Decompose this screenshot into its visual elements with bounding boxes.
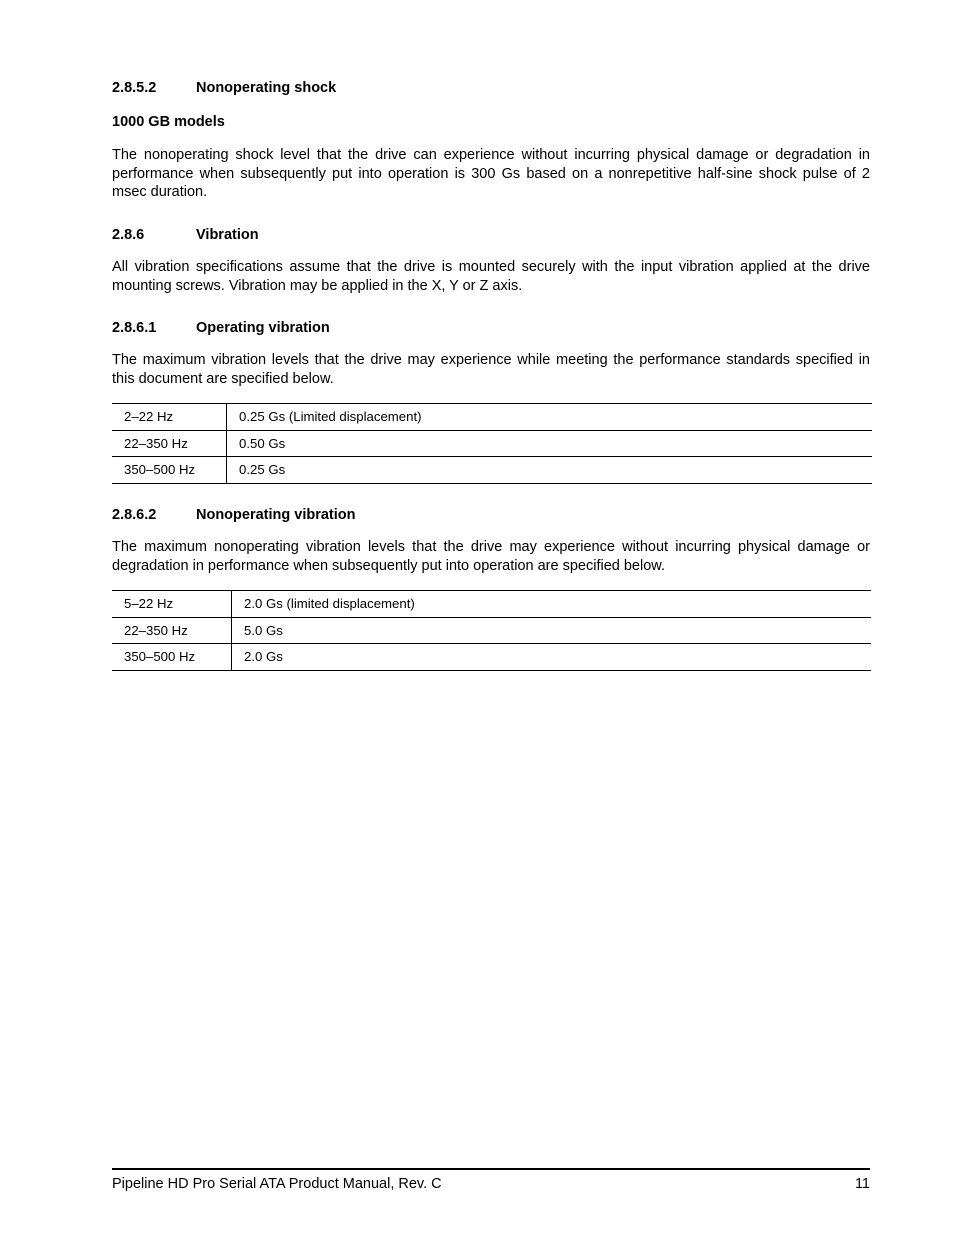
- level-cell: 0.25 Gs (Limited displacement): [227, 404, 873, 431]
- table-row: [112, 591, 871, 618]
- table-row: [112, 617, 871, 644]
- section-number: 2.8.6.1: [112, 320, 157, 336]
- table-row: [112, 644, 871, 671]
- frequency-cell: 22–350 Hz: [112, 430, 227, 457]
- nonoperating-paragraph: The maximum nonoperating vibration levels that the drive may experience without incurring physical damage or degradation in performance when subsequently put into operation are specified below.: [112, 539, 870, 574]
- table-row: [112, 404, 872, 431]
- table-row: [112, 457, 872, 484]
- level-cell: 2.0 Gs (limited displacement): [232, 591, 872, 618]
- section-heading-2-8-6: [112, 227, 259, 243]
- operating-paragraph: The maximum vibration levels that the drive may experience while meeting the performance standards specified in this document are specified below.: [112, 352, 870, 387]
- section-heading-2-8-5-2: [112, 80, 336, 96]
- shock-paragraph: The nonoperating shock level that the drive can experience without incurring physical damage or degradation in performance when subsequently put into operation is 300 Gs based on a nonrepetitive half-sine shock pulse of 2 msec duration.: [112, 147, 870, 201]
- section-title: Nonoperating vibration: [196, 507, 356, 523]
- frequency-cell: 2–22 Hz: [112, 404, 227, 431]
- level-cell: 0.25 Gs: [227, 457, 873, 484]
- section-title: Nonoperating shock: [196, 80, 337, 96]
- level-cell: 2.0 Gs: [232, 644, 872, 671]
- section-number: 2.8.6: [112, 227, 145, 243]
- frequency-cell: 350–500 Hz: [112, 644, 232, 671]
- page-number: 11: [854, 1176, 870, 1192]
- footer-divider: [112, 1168, 870, 1170]
- level-cell: 0.50 Gs: [227, 430, 873, 457]
- section-number: 2.8.6.2: [112, 507, 157, 523]
- operating-vibration-table: [112, 403, 872, 484]
- level-cell: 5.0 Gs: [232, 617, 872, 644]
- vibration-paragraph: All vibration specifications assume that the drive is mounted securely with the input vibration applied at the drive mounting screws. Vibration may be applied in the X, Y or Z axis.: [112, 259, 870, 294]
- table-row: [112, 430, 872, 457]
- section-number: 2.8.5.2: [112, 80, 157, 96]
- frequency-cell: 350–500 Hz: [112, 457, 227, 484]
- models-subheading: 1000 GB models: [112, 114, 225, 130]
- section-title: Operating vibration: [196, 320, 330, 336]
- section-title: Vibration: [196, 227, 259, 243]
- section-heading-2-8-6-2: [112, 507, 356, 523]
- nonoperating-vibration-table: [112, 590, 871, 671]
- frequency-cell: 5–22 Hz: [112, 591, 232, 618]
- frequency-cell: 22–350 Hz: [112, 617, 232, 644]
- section-heading-2-8-6-1: [112, 320, 330, 336]
- footer-title: Pipeline HD Pro Serial ATA Product Manual, Rev. C: [112, 1176, 442, 1192]
